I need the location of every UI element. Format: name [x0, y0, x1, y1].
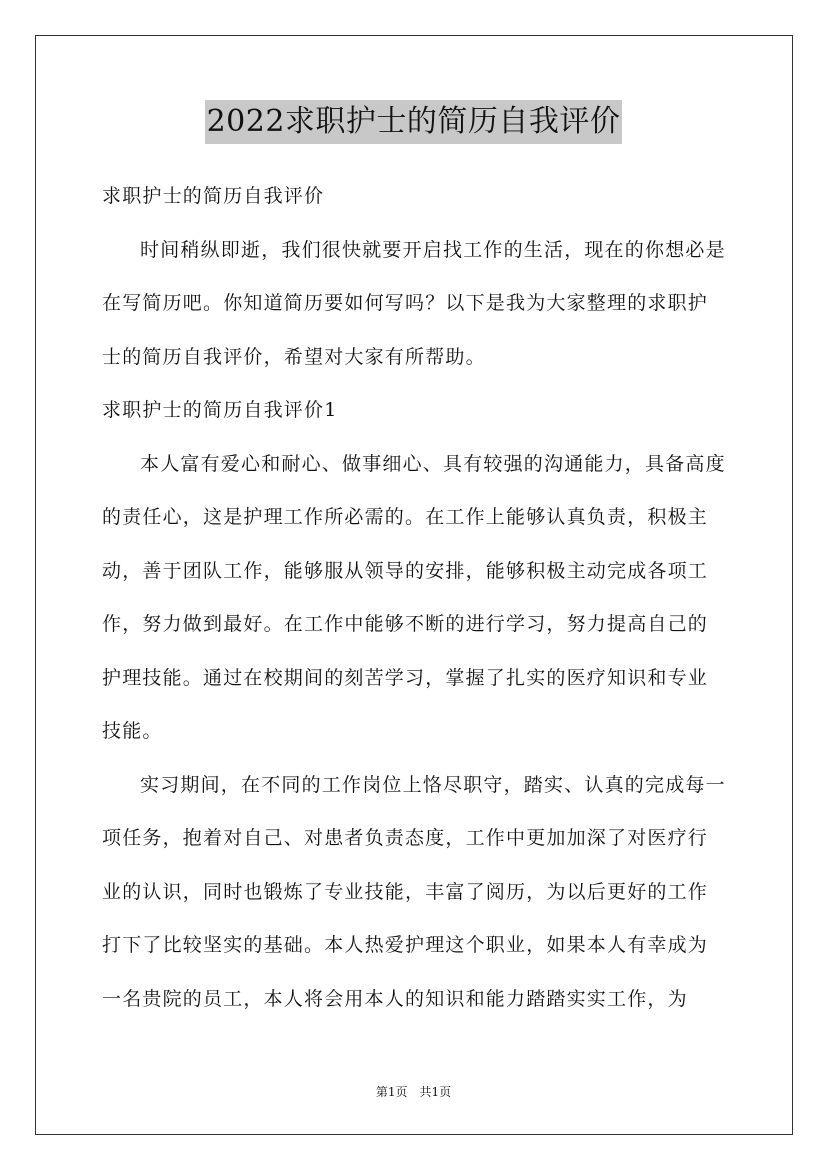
- document-title: 2022求职护士的简历自我评价: [205, 100, 623, 144]
- document-body: [102, 170, 728, 1026]
- section-heading: 求职护士的简历自我评价: [102, 185, 325, 207]
- body-paragraph: 实习期间，在不同的工作岗位上恪尽职守，踏实、认真的完成每一项任务，抱着对自己、对患者负责态度，工作中更加加深了对医疗行业的认识，同时也锻炼了专业技能，丰富了阅历，为以后更好的工作打下了比较坚实的基础。本人热爱护理这个职业，如果本人有幸成为一名贵院的员工，本人将会用本人的知识和能力踏踏实实工作，为: [102, 773, 726, 1010]
- body-paragraph: 时间稍纵即逝，我们很快就要开启找工作的生活，现在的你想必是在写简历吧。你知道简历要如何写吗？以下是我为大家整理的求职护士的简历自我评价，希望对大家有所帮助。: [102, 238, 726, 368]
- section-heading: 求职护士的简历自我评价1: [102, 399, 338, 421]
- body-paragraph: 本人富有爱心和耐心、做事细心、具有较强的沟通能力，具备高度的责任心，这是护理工作所必需的。在工作上能够认真负责，积极主动，善于团队工作，能够服从领导的安排，能够积极主动完成各项工作，努力做到最好。在工作中能够不断的进行学习，努力提高自己的护理技能。通过在校期间的刻苦学习，掌握了扎实的医疗知识和专业技能。: [102, 452, 726, 742]
- page-footer: 第1页 共1页: [375, 1085, 452, 1099]
- title-container: [0, 100, 827, 144]
